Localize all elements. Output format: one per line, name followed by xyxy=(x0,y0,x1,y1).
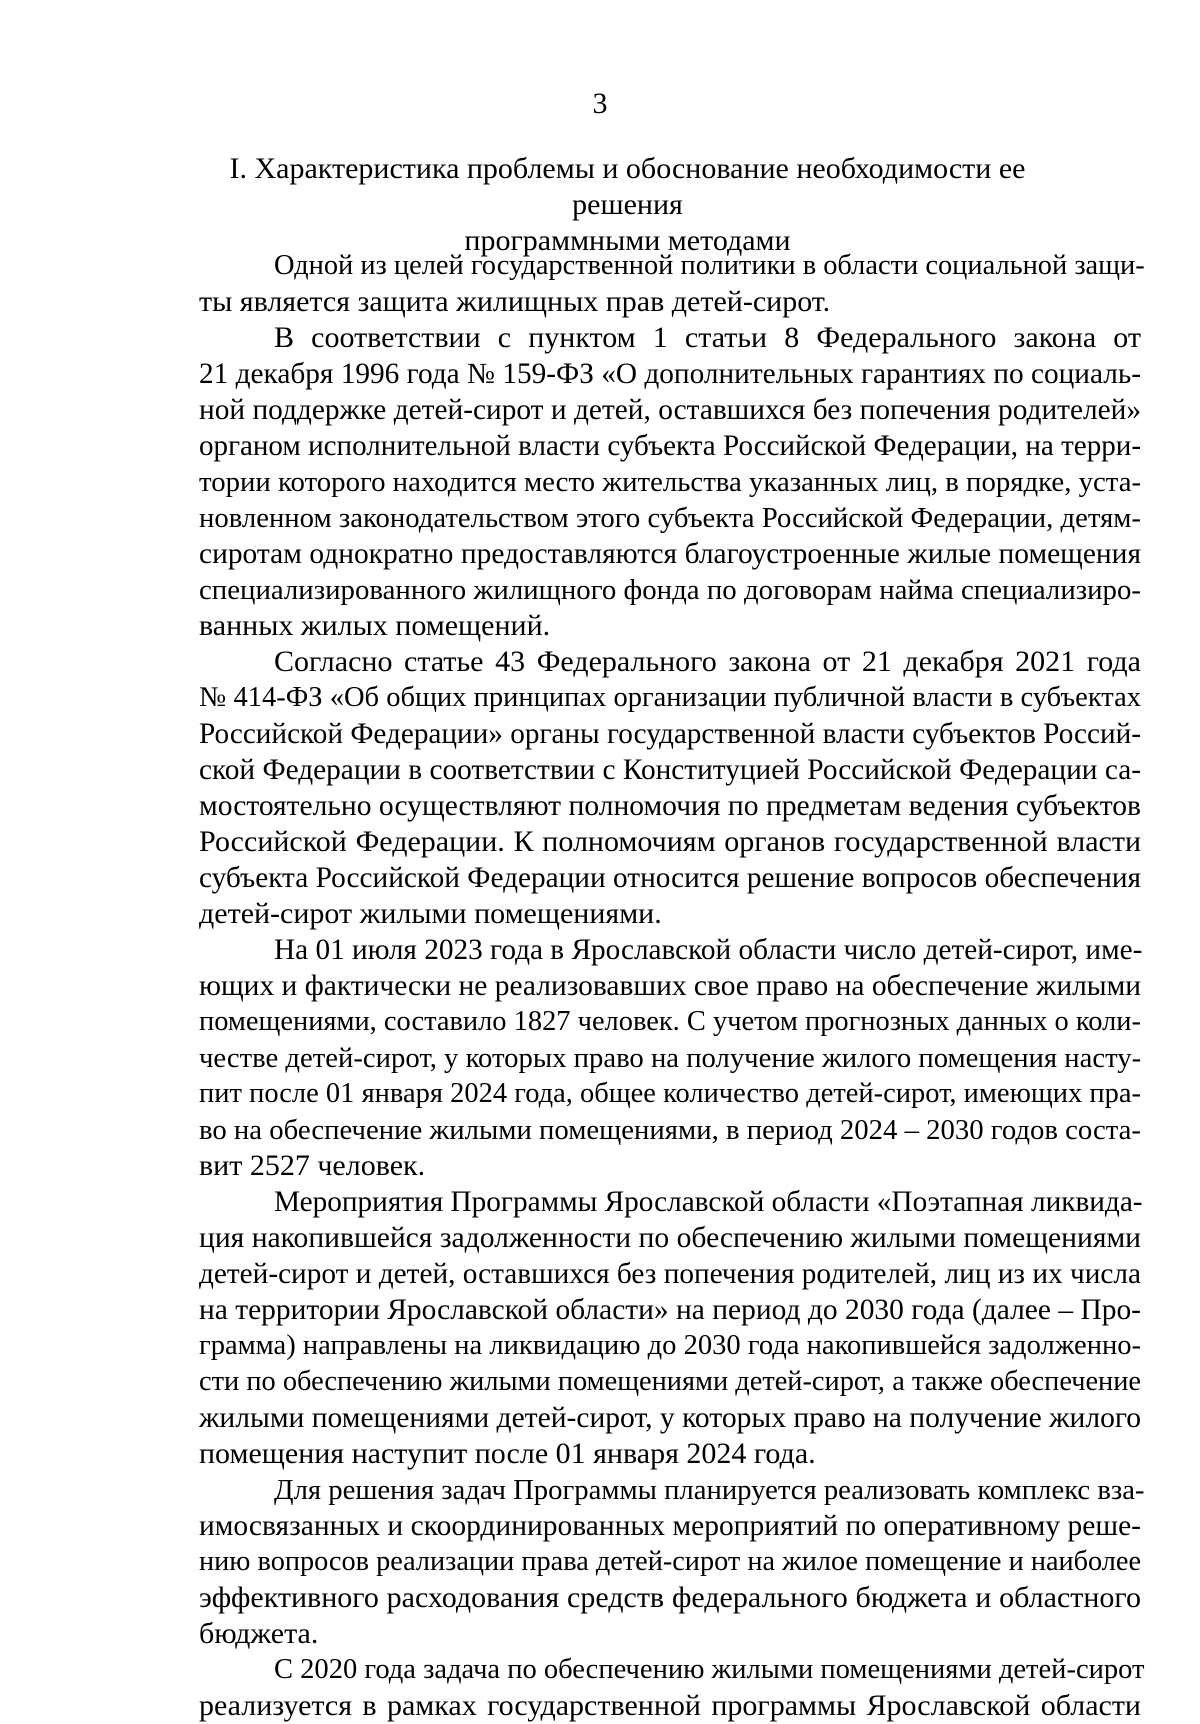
text-line: вит 2527 человек. xyxy=(199,1149,426,1182)
body-paragraph xyxy=(199,248,1145,320)
text-line: нию вопросов реализации права детей-сирот на жилое помещение и наиболее xyxy=(199,1546,1141,1577)
text-line: субъекта Российской Федерации относится решение вопросов обеспечения xyxy=(199,862,1141,894)
section-heading-line: I. Характеристика проблемы и обоснование необходимости ее решения xyxy=(229,152,1026,221)
text-line: помещениями, составило 1827 человек. С учетом прогнозных данных о коли- xyxy=(199,1006,1141,1037)
text-line: на территории Ярославской области» на период до 2030 года (далее – Про- xyxy=(199,1294,1141,1326)
text-line: ция накопившейся задолженности по обеспечению жилыми помещениями xyxy=(199,1222,1141,1254)
text-line: пит после 01 января 2024 года, общее количество детей-сирот, имеющих пра- xyxy=(199,1078,1141,1109)
text-line: специализированного жилищного фонда по договорам найма специализиро- xyxy=(199,574,1141,606)
text-line: детей-сирот и детей, оставшихся без попечения родителей, лиц из их числа xyxy=(199,1258,1141,1290)
document-body xyxy=(199,248,1145,1724)
text-line: сиротам однократно предоставляются благоустроенные жилые помещения xyxy=(199,538,1141,570)
page-number: 3 xyxy=(592,87,608,120)
text-line: бюджета. xyxy=(199,1617,319,1650)
text-line: Мероприятия Программы Ярославской области «Поэтапная ликвида- xyxy=(274,1186,1143,1218)
text-line: ванных жилых помещений. xyxy=(199,609,551,642)
text-line: Российской Федерации. К полномочиям органов государственной власти xyxy=(199,825,1141,858)
text-line: грамма) направлены на ликвидацию до 2030 года накопившейся задолженно- xyxy=(199,1330,1141,1361)
text-line: Одной из целей государственной политики в области социальной защи- xyxy=(274,250,1145,281)
body-paragraph xyxy=(199,932,1141,1184)
text-line: мостоятельно осуществляют полномочия по предметам ведения субъектов xyxy=(199,790,1141,822)
body-paragraph xyxy=(199,1184,1141,1472)
text-line: тории которого находится место жительства указанных лиц, в порядке, уста- xyxy=(199,466,1142,498)
text-line: ты является защита жилищных прав детей-сирот. xyxy=(199,285,831,318)
text-line: во на обеспечение жилыми помещениями, в период 2024 – 2030 годов соста- xyxy=(199,1114,1141,1146)
text-line: 21 декабря 1996 года № 159-ФЗ «О дополнительных гарантиях по социаль- xyxy=(199,358,1141,390)
body-paragraph xyxy=(199,1652,1145,1724)
text-line: С 2020 года задача по обеспечению жилыми помещениями детей-сирот xyxy=(274,1654,1145,1685)
text-line: ной поддержке детей-сирот и детей, оставшихся без попечения родителей» xyxy=(199,394,1141,426)
body-paragraph xyxy=(199,320,1141,644)
text-line: жилыми помещениями детей-сирот, у которых право на получение жилого xyxy=(199,1402,1142,1434)
text-line: В соответствии с пунктом 1 статьи 8 Федерального закона от xyxy=(274,321,1141,354)
text-line: органом исполнительной власти субъекта Российской Федерации, на терри- xyxy=(199,430,1141,462)
text-line: ской Федерации в соответствии с Конституцией Российской Федерации са- xyxy=(199,754,1141,786)
text-line: Российской Федерации» органы государственной власти субъектов Россий- xyxy=(199,718,1141,750)
text-line: Согласно статье 43 Федерального закона от 21 декабря 2021 года xyxy=(274,645,1141,678)
text-line: ющих и фактически не реализовавших свое право на обеспечение жилыми xyxy=(199,970,1141,1002)
text-line: детей-сирот жилыми помещениями. xyxy=(199,897,662,930)
body-paragraph xyxy=(199,644,1141,932)
section-heading-line: программными методами xyxy=(464,224,791,257)
body-paragraph xyxy=(199,1472,1145,1652)
text-line: новленном законодательством этого субъекта Российской Федерации, детям- xyxy=(199,502,1141,534)
text-line: Для решения задач Программы планируется реализовать комплекс вза- xyxy=(274,1474,1145,1506)
text-line: помещения наступит после 01 января 2024 года. xyxy=(199,1437,816,1470)
text-line: сти по обеспечению жилыми помещениями детей-сирот, а также обеспечение xyxy=(199,1366,1141,1397)
text-line: честве детей-сирот, у которых право на получение жилого помещения насту- xyxy=(199,1042,1142,1074)
text-line: реализуется в рамках государственной программы Ярославской области xyxy=(199,1689,1141,1722)
section-heading xyxy=(195,151,1060,259)
text-line: эффективного расходования средств федерального бюджета и областного xyxy=(199,1581,1141,1614)
text-line: имосвязанных и скоординированных мероприятий по оперативному реше- xyxy=(199,1510,1141,1542)
text-line: № 414-ФЗ «Об общих принципах организации публичной власти в субъектах xyxy=(199,682,1141,713)
text-line: На 01 июля 2023 года в Ярославской области число детей-сирот, име- xyxy=(274,934,1143,966)
